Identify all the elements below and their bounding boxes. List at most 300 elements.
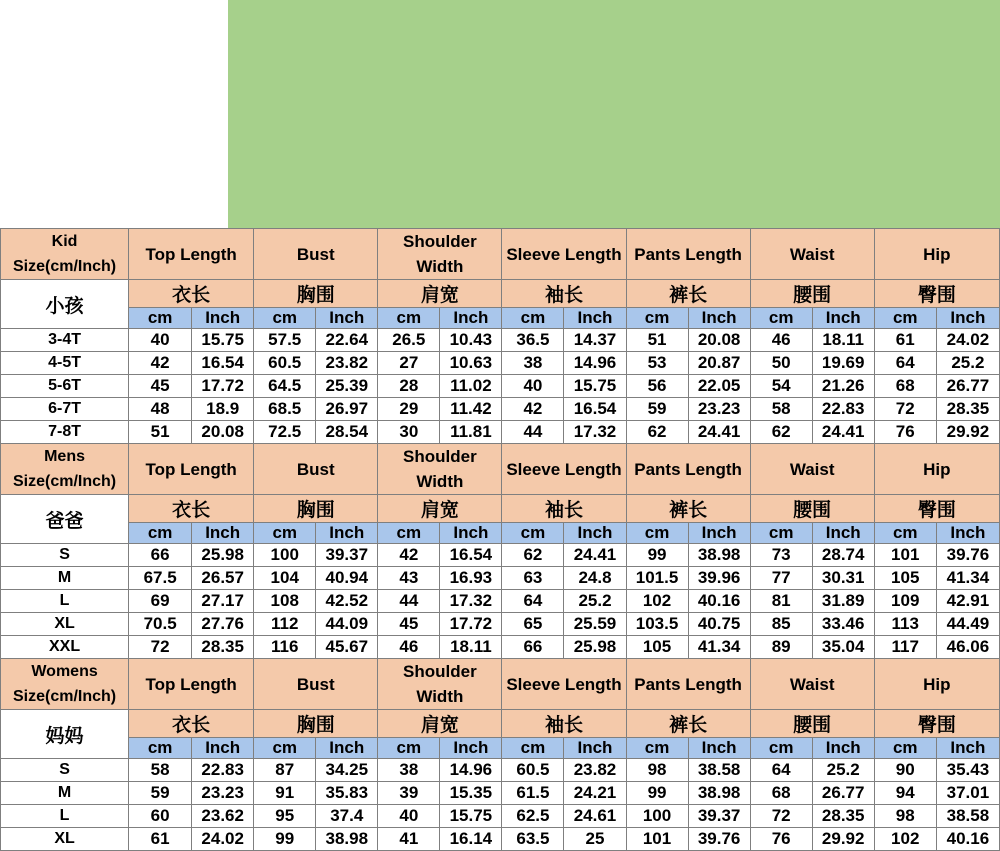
size-label: M — [1, 782, 129, 805]
table-cell: 51 — [129, 421, 192, 444]
unit-row — [1, 308, 1000, 329]
table-cell: 25.39 — [316, 375, 378, 398]
table-cell: 62.5 — [502, 805, 564, 828]
group-label: Mens Size(cm/Inch) — [1, 444, 129, 495]
column-chinese-header: 袖长 — [502, 495, 626, 523]
table-cell: 18.11 — [812, 329, 874, 352]
table-cell: 15.75 — [192, 329, 254, 352]
unit-cm: cm — [129, 523, 192, 544]
table-cell: 94 — [874, 782, 936, 805]
table-cell: 91 — [254, 782, 316, 805]
table-cell: 26.77 — [936, 375, 999, 398]
column-chinese-header: 袖长 — [502, 280, 626, 308]
size-label: M — [1, 567, 129, 590]
table-cell: 54 — [750, 375, 812, 398]
column-chinese-header: 胸围 — [254, 710, 378, 738]
chinese-header-row — [1, 495, 1000, 523]
table-cell: 21.26 — [812, 375, 874, 398]
table-cell: 117 — [874, 636, 936, 659]
table-cell: 11.81 — [440, 421, 502, 444]
table-cell: 59 — [129, 782, 192, 805]
column-header: Shoulder Width — [378, 444, 502, 495]
unit-cm: cm — [254, 523, 316, 544]
table-cell: 19.69 — [812, 352, 874, 375]
table-cell: 58 — [129, 759, 192, 782]
table-cell: 73 — [750, 544, 812, 567]
unit-cm: cm — [750, 523, 812, 544]
table-cell: 72 — [750, 805, 812, 828]
column-header: Pants Length — [626, 659, 750, 710]
group-chinese-label: 爸爸 — [1, 495, 129, 544]
table-cell: 15.75 — [440, 805, 502, 828]
table-cell: 99 — [254, 828, 316, 851]
unit-cm: cm — [626, 308, 688, 329]
column-chinese-header: 肩宽 — [378, 710, 502, 738]
column-chinese-header: 肩宽 — [378, 280, 502, 308]
column-chinese-header: 胸围 — [254, 280, 378, 308]
unit-inch: Inch — [812, 308, 874, 329]
table-cell: 98 — [874, 805, 936, 828]
table-cell: 30.31 — [812, 567, 874, 590]
unit-cm: cm — [254, 738, 316, 759]
column-chinese-header: 袖长 — [502, 710, 626, 738]
column-header: Pants Length — [626, 229, 750, 280]
unit-inch: Inch — [440, 308, 502, 329]
table-cell: 44 — [378, 590, 440, 613]
table-cell: 29.92 — [812, 828, 874, 851]
table-cell: 38.98 — [688, 782, 750, 805]
table-row — [1, 805, 1000, 828]
table-row — [1, 375, 1000, 398]
table-cell: 16.54 — [440, 544, 502, 567]
table-cell: 25.2 — [812, 759, 874, 782]
table-cell: 35.04 — [812, 636, 874, 659]
table-cell: 26.57 — [192, 567, 254, 590]
table-cell: 38.58 — [936, 805, 999, 828]
column-header: Hip — [874, 444, 999, 495]
table-cell: 41.34 — [688, 636, 750, 659]
table-cell: 100 — [626, 805, 688, 828]
table-cell: 46 — [750, 329, 812, 352]
column-header: Pants Length — [626, 444, 750, 495]
table-cell: 72 — [874, 398, 936, 421]
table-cell: 68 — [750, 782, 812, 805]
table-cell: 103.5 — [626, 613, 688, 636]
unit-inch: Inch — [192, 308, 254, 329]
table-row — [1, 398, 1000, 421]
unit-cm: cm — [626, 738, 688, 759]
table-cell: 99 — [626, 782, 688, 805]
table-cell: 39.76 — [688, 828, 750, 851]
table-cell: 67.5 — [129, 567, 192, 590]
column-header: Sleeve Length — [502, 444, 626, 495]
table-cell: 101 — [626, 828, 688, 851]
column-header: Bust — [254, 229, 378, 280]
unit-cm: cm — [626, 523, 688, 544]
table-cell: 44 — [502, 421, 564, 444]
table-cell: 41 — [378, 828, 440, 851]
table-cell: 17.72 — [192, 375, 254, 398]
table-cell: 20.08 — [688, 329, 750, 352]
table-cell: 18.9 — [192, 398, 254, 421]
unit-cm: cm — [254, 308, 316, 329]
unit-inch: Inch — [688, 523, 750, 544]
column-header: Waist — [750, 229, 874, 280]
unit-cm: cm — [502, 523, 564, 544]
table-cell: 105 — [626, 636, 688, 659]
table-cell: 42.52 — [316, 590, 378, 613]
table-cell: 76 — [750, 828, 812, 851]
table-cell: 39 — [378, 782, 440, 805]
table-cell: 14.37 — [564, 329, 626, 352]
table-cell: 62 — [626, 421, 688, 444]
table-cell: 27.17 — [192, 590, 254, 613]
table-cell: 28.74 — [812, 544, 874, 567]
unit-inch: Inch — [316, 523, 378, 544]
table-cell: 65 — [502, 613, 564, 636]
green-banner — [228, 0, 1000, 228]
unit-inch: Inch — [316, 308, 378, 329]
table-cell: 56 — [626, 375, 688, 398]
table-cell: 59 — [626, 398, 688, 421]
table-cell: 33.46 — [812, 613, 874, 636]
table-cell: 64 — [874, 352, 936, 375]
table-cell: 51 — [626, 329, 688, 352]
table-cell: 58 — [750, 398, 812, 421]
table-cell: 60.5 — [254, 352, 316, 375]
group-chinese-label: 妈妈 — [1, 710, 129, 759]
column-header: Bust — [254, 444, 378, 495]
table-cell: 20.08 — [192, 421, 254, 444]
table-cell: 100 — [254, 544, 316, 567]
table-cell: 101.5 — [626, 567, 688, 590]
column-header: Shoulder Width — [378, 229, 502, 280]
table-cell: 108 — [254, 590, 316, 613]
column-chinese-header: 腰围 — [750, 495, 874, 523]
table-cell: 14.96 — [564, 352, 626, 375]
table-cell: 72.5 — [254, 421, 316, 444]
group-chinese-label: 小孩 — [1, 280, 129, 329]
table-row — [1, 636, 1000, 659]
table-cell: 20.87 — [688, 352, 750, 375]
table-cell: 24.02 — [936, 329, 999, 352]
table-row — [1, 329, 1000, 352]
column-header: Waist — [750, 659, 874, 710]
table-cell: 105 — [874, 567, 936, 590]
table-cell: 24.41 — [564, 544, 626, 567]
table-cell: 28.35 — [192, 636, 254, 659]
table-cell: 14.96 — [440, 759, 502, 782]
unit-inch: Inch — [688, 738, 750, 759]
table-cell: 25.98 — [564, 636, 626, 659]
table-cell: 81 — [750, 590, 812, 613]
table-cell: 61.5 — [502, 782, 564, 805]
size-label: S — [1, 544, 129, 567]
table-cell: 26.77 — [812, 782, 874, 805]
table-cell: 72 — [129, 636, 192, 659]
table-cell: 66 — [502, 636, 564, 659]
table-cell: 42 — [502, 398, 564, 421]
table-row — [1, 759, 1000, 782]
table-cell: 109 — [874, 590, 936, 613]
table-cell: 35.83 — [316, 782, 378, 805]
column-header: Top Length — [129, 659, 254, 710]
table-cell: 64 — [750, 759, 812, 782]
table-cell: 116 — [254, 636, 316, 659]
column-header: Shoulder Width — [378, 659, 502, 710]
table-cell: 69 — [129, 590, 192, 613]
table-cell: 10.63 — [440, 352, 502, 375]
unit-inch: Inch — [812, 738, 874, 759]
column-header: Top Length — [129, 229, 254, 280]
group-header-row — [1, 444, 1000, 495]
table-cell: 44.09 — [316, 613, 378, 636]
table-row — [1, 828, 1000, 851]
table-cell: 90 — [874, 759, 936, 782]
table-cell: 36.5 — [502, 329, 564, 352]
table-row — [1, 421, 1000, 444]
table-cell: 29 — [378, 398, 440, 421]
size-label: XL — [1, 828, 129, 851]
size-label: 5-6T — [1, 375, 129, 398]
table-cell: 29.92 — [936, 421, 999, 444]
table-cell: 62 — [502, 544, 564, 567]
column-chinese-header: 衣长 — [129, 495, 254, 523]
size-label: L — [1, 590, 129, 613]
table-cell: 16.54 — [192, 352, 254, 375]
table-cell: 46.06 — [936, 636, 999, 659]
table-cell: 38.58 — [688, 759, 750, 782]
table-cell: 77 — [750, 567, 812, 590]
table-row — [1, 590, 1000, 613]
table-cell: 15.75 — [564, 375, 626, 398]
table-cell: 23.82 — [564, 759, 626, 782]
table-cell: 28.35 — [936, 398, 999, 421]
table-cell: 11.42 — [440, 398, 502, 421]
size-label: L — [1, 805, 129, 828]
table-cell: 17.32 — [440, 590, 502, 613]
table-cell: 45 — [378, 613, 440, 636]
unit-inch: Inch — [440, 738, 502, 759]
unit-cm: cm — [129, 308, 192, 329]
table-cell: 57.5 — [254, 329, 316, 352]
table-cell: 24.02 — [192, 828, 254, 851]
table-cell: 28 — [378, 375, 440, 398]
table-cell: 37.01 — [936, 782, 999, 805]
unit-cm: cm — [874, 738, 936, 759]
unit-inch: Inch — [812, 523, 874, 544]
column-chinese-header: 裤长 — [626, 495, 750, 523]
table-cell: 99 — [626, 544, 688, 567]
table-cell: 24.8 — [564, 567, 626, 590]
column-header: Hip — [874, 229, 999, 280]
table-row — [1, 352, 1000, 375]
column-chinese-header: 胸围 — [254, 495, 378, 523]
table-cell: 60.5 — [502, 759, 564, 782]
table-cell: 102 — [874, 828, 936, 851]
table-cell: 112 — [254, 613, 316, 636]
unit-inch: Inch — [564, 523, 626, 544]
unit-cm: cm — [502, 738, 564, 759]
table-cell: 23.23 — [688, 398, 750, 421]
table-cell: 24.21 — [564, 782, 626, 805]
unit-inch: Inch — [564, 308, 626, 329]
table-cell: 68.5 — [254, 398, 316, 421]
table-cell: 40.16 — [936, 828, 999, 851]
column-chinese-header: 裤长 — [626, 280, 750, 308]
size-label: 3-4T — [1, 329, 129, 352]
table-cell: 25.2 — [564, 590, 626, 613]
column-header: Hip — [874, 659, 999, 710]
column-chinese-header: 腰围 — [750, 710, 874, 738]
table-cell: 28.35 — [812, 805, 874, 828]
table-cell: 25.98 — [192, 544, 254, 567]
table-cell: 64.5 — [254, 375, 316, 398]
table-cell: 39.37 — [316, 544, 378, 567]
table-cell: 44.49 — [936, 613, 999, 636]
unit-inch: Inch — [936, 523, 999, 544]
column-chinese-header: 肩宽 — [378, 495, 502, 523]
table-cell: 16.54 — [564, 398, 626, 421]
table-cell: 40.16 — [688, 590, 750, 613]
column-chinese-header: 衣长 — [129, 710, 254, 738]
unit-cm: cm — [874, 308, 936, 329]
column-chinese-header: 臀围 — [874, 280, 999, 308]
group-header-row — [1, 229, 1000, 280]
size-label: XL — [1, 613, 129, 636]
table-cell: 101 — [874, 544, 936, 567]
unit-inch: Inch — [936, 308, 999, 329]
table-cell: 42 — [378, 544, 440, 567]
table-cell: 17.32 — [564, 421, 626, 444]
chinese-header-row — [1, 280, 1000, 308]
column-header: Top Length — [129, 444, 254, 495]
table-cell: 64 — [502, 590, 564, 613]
table-cell: 43 — [378, 567, 440, 590]
table-cell: 25.2 — [936, 352, 999, 375]
table-cell: 16.14 — [440, 828, 502, 851]
unit-cm: cm — [502, 308, 564, 329]
table-cell: 40.94 — [316, 567, 378, 590]
table-cell: 22.83 — [812, 398, 874, 421]
table-cell: 61 — [874, 329, 936, 352]
table-cell: 10.43 — [440, 329, 502, 352]
table-cell: 70.5 — [129, 613, 192, 636]
table-cell: 60 — [129, 805, 192, 828]
unit-cm: cm — [378, 523, 440, 544]
table-cell: 45.67 — [316, 636, 378, 659]
unit-row — [1, 738, 1000, 759]
table-row — [1, 782, 1000, 805]
table-cell: 42 — [129, 352, 192, 375]
table-cell: 25 — [564, 828, 626, 851]
table-cell: 46 — [378, 636, 440, 659]
table-cell: 39.96 — [688, 567, 750, 590]
table-cell: 50 — [750, 352, 812, 375]
table-cell: 40 — [129, 329, 192, 352]
column-chinese-header: 臀围 — [874, 710, 999, 738]
table-cell: 95 — [254, 805, 316, 828]
unit-inch: Inch — [688, 308, 750, 329]
column-chinese-header: 衣长 — [129, 280, 254, 308]
unit-cm: cm — [750, 738, 812, 759]
table-cell: 63 — [502, 567, 564, 590]
table-cell: 98 — [626, 759, 688, 782]
table-cell: 11.02 — [440, 375, 502, 398]
column-header: Sleeve Length — [502, 659, 626, 710]
unit-inch: Inch — [192, 523, 254, 544]
size-label: 7-8T — [1, 421, 129, 444]
table-cell: 26.97 — [316, 398, 378, 421]
table-cell: 102 — [626, 590, 688, 613]
table-cell: 34.25 — [316, 759, 378, 782]
unit-cm: cm — [750, 308, 812, 329]
table-cell: 68 — [874, 375, 936, 398]
unit-inch: Inch — [936, 738, 999, 759]
table-cell: 48 — [129, 398, 192, 421]
table-cell: 18.11 — [440, 636, 502, 659]
size-chart-table — [0, 228, 1000, 851]
table-cell: 35.43 — [936, 759, 999, 782]
table-cell: 24.41 — [688, 421, 750, 444]
column-chinese-header: 裤长 — [626, 710, 750, 738]
table-cell: 45 — [129, 375, 192, 398]
table-cell: 40.75 — [688, 613, 750, 636]
table-cell: 37.4 — [316, 805, 378, 828]
table-cell: 62 — [750, 421, 812, 444]
table-cell: 53 — [626, 352, 688, 375]
column-header: Bust — [254, 659, 378, 710]
table-cell: 17.72 — [440, 613, 502, 636]
size-label: XXL — [1, 636, 129, 659]
unit-inch: Inch — [316, 738, 378, 759]
table-row — [1, 613, 1000, 636]
table-cell: 30 — [378, 421, 440, 444]
table-cell: 41.34 — [936, 567, 999, 590]
table-cell: 27.76 — [192, 613, 254, 636]
table-cell: 15.35 — [440, 782, 502, 805]
group-label: Kid Size(cm/Inch) — [1, 229, 129, 280]
unit-inch: Inch — [192, 738, 254, 759]
table-cell: 27 — [378, 352, 440, 375]
table-cell: 22.83 — [192, 759, 254, 782]
column-header: Sleeve Length — [502, 229, 626, 280]
table-cell: 25.59 — [564, 613, 626, 636]
table-cell: 22.64 — [316, 329, 378, 352]
chinese-header-row — [1, 710, 1000, 738]
table-cell: 26.5 — [378, 329, 440, 352]
table-cell: 113 — [874, 613, 936, 636]
table-cell: 61 — [129, 828, 192, 851]
size-label: 6-7T — [1, 398, 129, 421]
unit-inch: Inch — [440, 523, 502, 544]
unit-cm: cm — [874, 523, 936, 544]
table-cell: 66 — [129, 544, 192, 567]
table-cell: 42.91 — [936, 590, 999, 613]
table-row — [1, 567, 1000, 590]
group-header-row — [1, 659, 1000, 710]
table-cell: 39.37 — [688, 805, 750, 828]
table-cell: 76 — [874, 421, 936, 444]
column-header: Waist — [750, 444, 874, 495]
table-cell: 23.82 — [316, 352, 378, 375]
table-cell: 31.89 — [812, 590, 874, 613]
table-cell: 38.98 — [316, 828, 378, 851]
table-cell: 38 — [502, 352, 564, 375]
table-cell: 16.93 — [440, 567, 502, 590]
table-cell: 24.41 — [812, 421, 874, 444]
table-cell: 28.54 — [316, 421, 378, 444]
